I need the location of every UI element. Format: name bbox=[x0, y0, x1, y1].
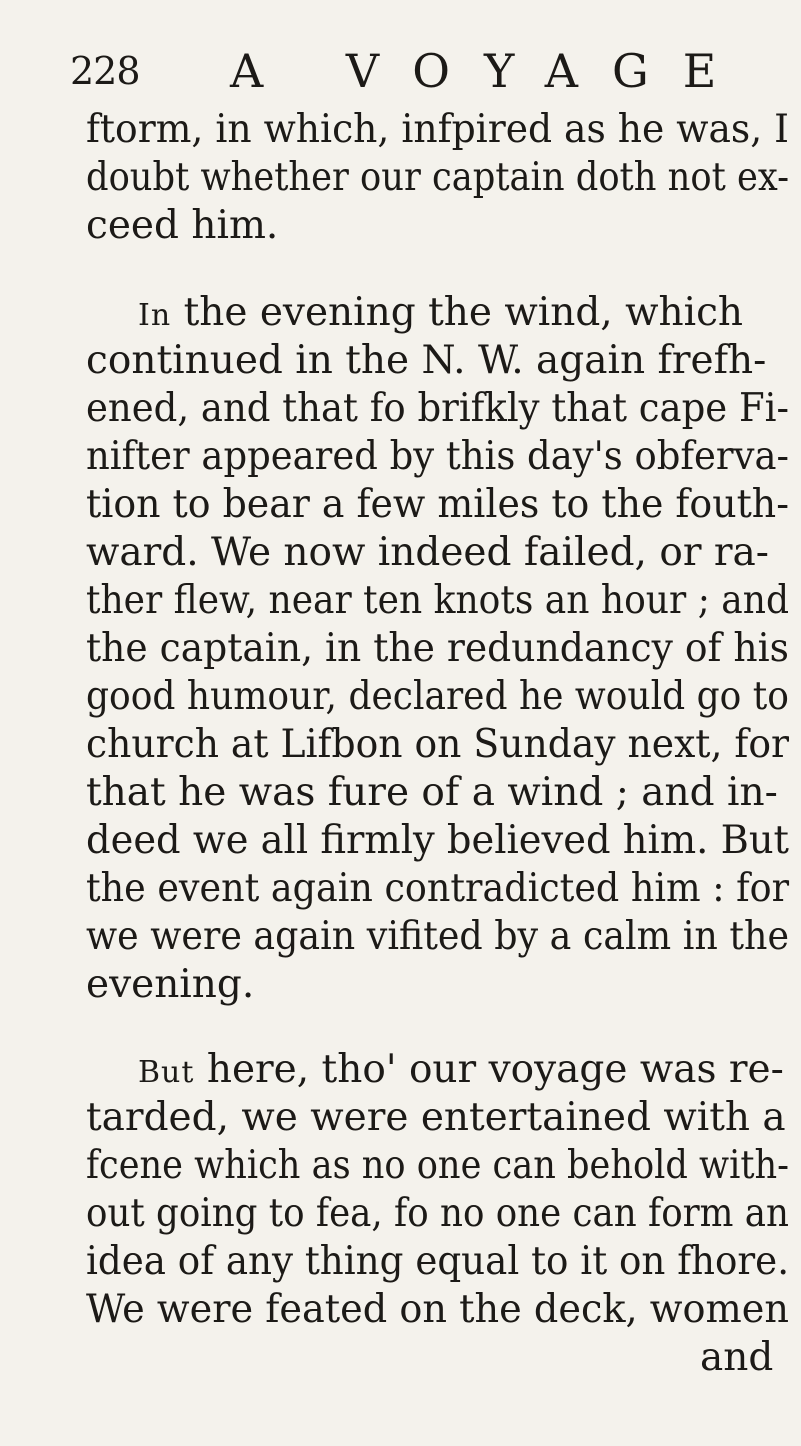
text-line: good humour, declared he would go to bbox=[86, 674, 789, 719]
text-line: nifter appeared by this day's obferva- bbox=[86, 434, 789, 479]
page-number: 228 bbox=[70, 49, 140, 93]
text-line: fcene which as no one can behold with- bbox=[86, 1143, 790, 1188]
text-line: We were feated on the deck, women bbox=[86, 1287, 789, 1332]
text-line: the event again contradicted him : for bbox=[86, 866, 790, 911]
text-line: ened, and that fo brifkly that cape Fi- bbox=[86, 386, 789, 431]
text-line: tarded, we were entertained with a bbox=[86, 1095, 786, 1140]
text-line: ther flew, near ten knots an hour ; and bbox=[86, 578, 790, 623]
small-caps-lead: In bbox=[138, 298, 172, 333]
text-line: tion to bear a few miles to the fouth- bbox=[86, 482, 789, 527]
text-line: church at Lifbon on Sunday next, for bbox=[86, 722, 790, 767]
text-line: ceed him. bbox=[86, 203, 279, 248]
text-line: we were again vifited by a calm in the bbox=[86, 914, 789, 959]
small-caps-lead: But bbox=[138, 1055, 195, 1090]
text-line: out going to fea, fo no one can form an bbox=[86, 1191, 790, 1236]
text-line: idea of any thing equal to it on fhore. bbox=[86, 1239, 790, 1284]
text-line: deed we all firmly believed him. But bbox=[86, 818, 790, 863]
text-line: But here, tho' our voyage was re- bbox=[138, 1047, 784, 1092]
text-line: the captain, in the redundancy of his bbox=[86, 626, 789, 671]
text-line: doubt whether our captain doth not ex- bbox=[86, 155, 789, 200]
text-line: evening. bbox=[86, 962, 255, 1007]
text-line: ftorm, in which, infpired as he was, I bbox=[86, 107, 790, 152]
running-head: A VOYAGE bbox=[230, 44, 751, 98]
page-header bbox=[70, 46, 770, 96]
text-line: continued in the N. W. again frefh- bbox=[86, 338, 767, 383]
text-line: ward. We now indeed failed, or ra- bbox=[86, 530, 769, 575]
catchword: and bbox=[700, 1335, 774, 1380]
text-line: that he was fure of a wind ; and in- bbox=[86, 770, 778, 815]
text-line: In the evening the wind, which bbox=[138, 290, 744, 335]
